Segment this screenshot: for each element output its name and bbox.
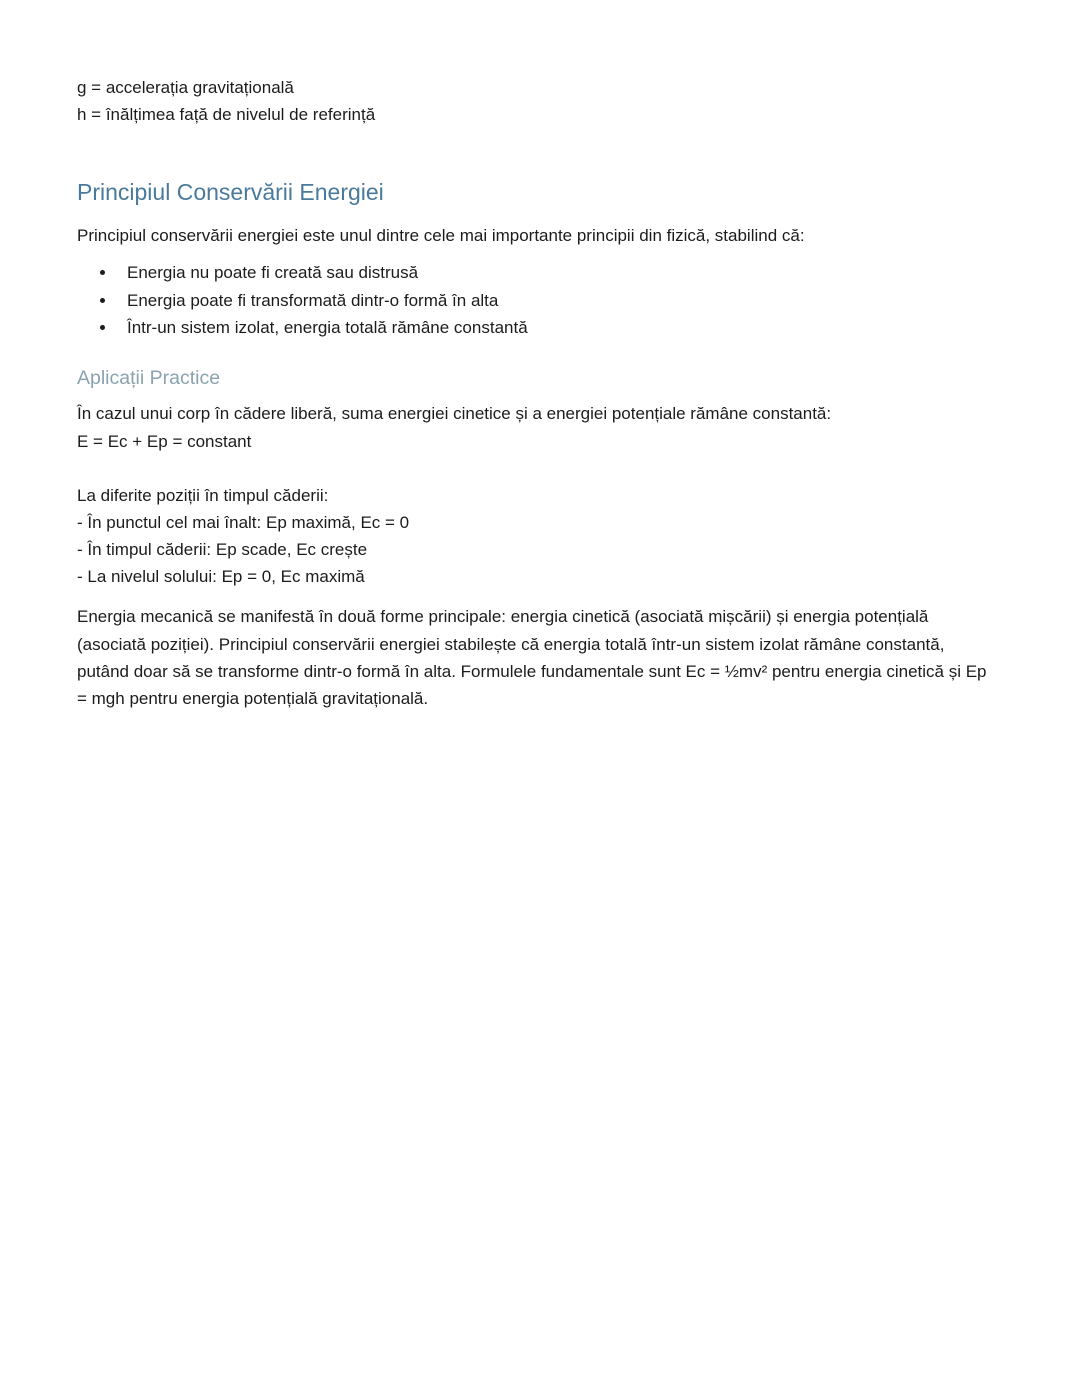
principles-list — [77, 259, 1000, 341]
free-fall-statement: În cazul unui corp în cădere liberă, suma energiei cinetice și a energiei potențiale rămâne constantă: — [77, 404, 832, 424]
list-item: • Într-un sistem izolat, energia totală rămâne constantă — [117, 314, 1000, 341]
section-heading: Principiul Conservării Energiei — [77, 179, 384, 206]
energy-formula: E = Ec + Ep = constant — [77, 431, 252, 451]
summary-paragraph: Energia mecanică se manifestă în două forme principale: energia cinetică (asociată mișcării) și energia potențială (asociată poziției). Principiul conservării energiei stabilește că energia totală într-un sistem izolat rămâne constantă, putând doar să se transforme dintr-o formă în alta. Formulele fundamentale sunt Ec = ½mv² pentru energia cinetică și Ep = mgh pentru energia potențială gravitațională. — [77, 607, 987, 708]
position-line: - În punctul cel mai înalt: Ep maximă, Ec = 0 — [77, 512, 410, 532]
formula-legend — [77, 74, 1000, 128]
formula-legend-h: h = înălțimea față de nivelul de referință — [77, 105, 376, 125]
formula-legend-g: g = accelerația gravitațională — [77, 78, 294, 97]
section-lead-paragraph: Principiul conservării energiei este unul dintre cele mai importante principii din fizică, stabilind că: — [77, 226, 805, 246]
free-fall-paragraph — [77, 400, 1000, 454]
list-item: • Energia nu poate fi creată sau distrusă — [117, 259, 1000, 286]
positions-intro: La diferite poziții în timpul căderii: — [77, 485, 329, 505]
position-line: - În timpul căderii: Ep scade, Ec crește — [77, 540, 368, 560]
list-item: • Energia poate fi transformată dintr-o formă în alta — [117, 287, 1000, 314]
positions-paragraph — [77, 482, 1000, 591]
subsection-heading: Aplicații Practice — [77, 367, 221, 390]
position-line: - La nivelul solului: Ep = 0, Ec maximă — [77, 567, 365, 587]
